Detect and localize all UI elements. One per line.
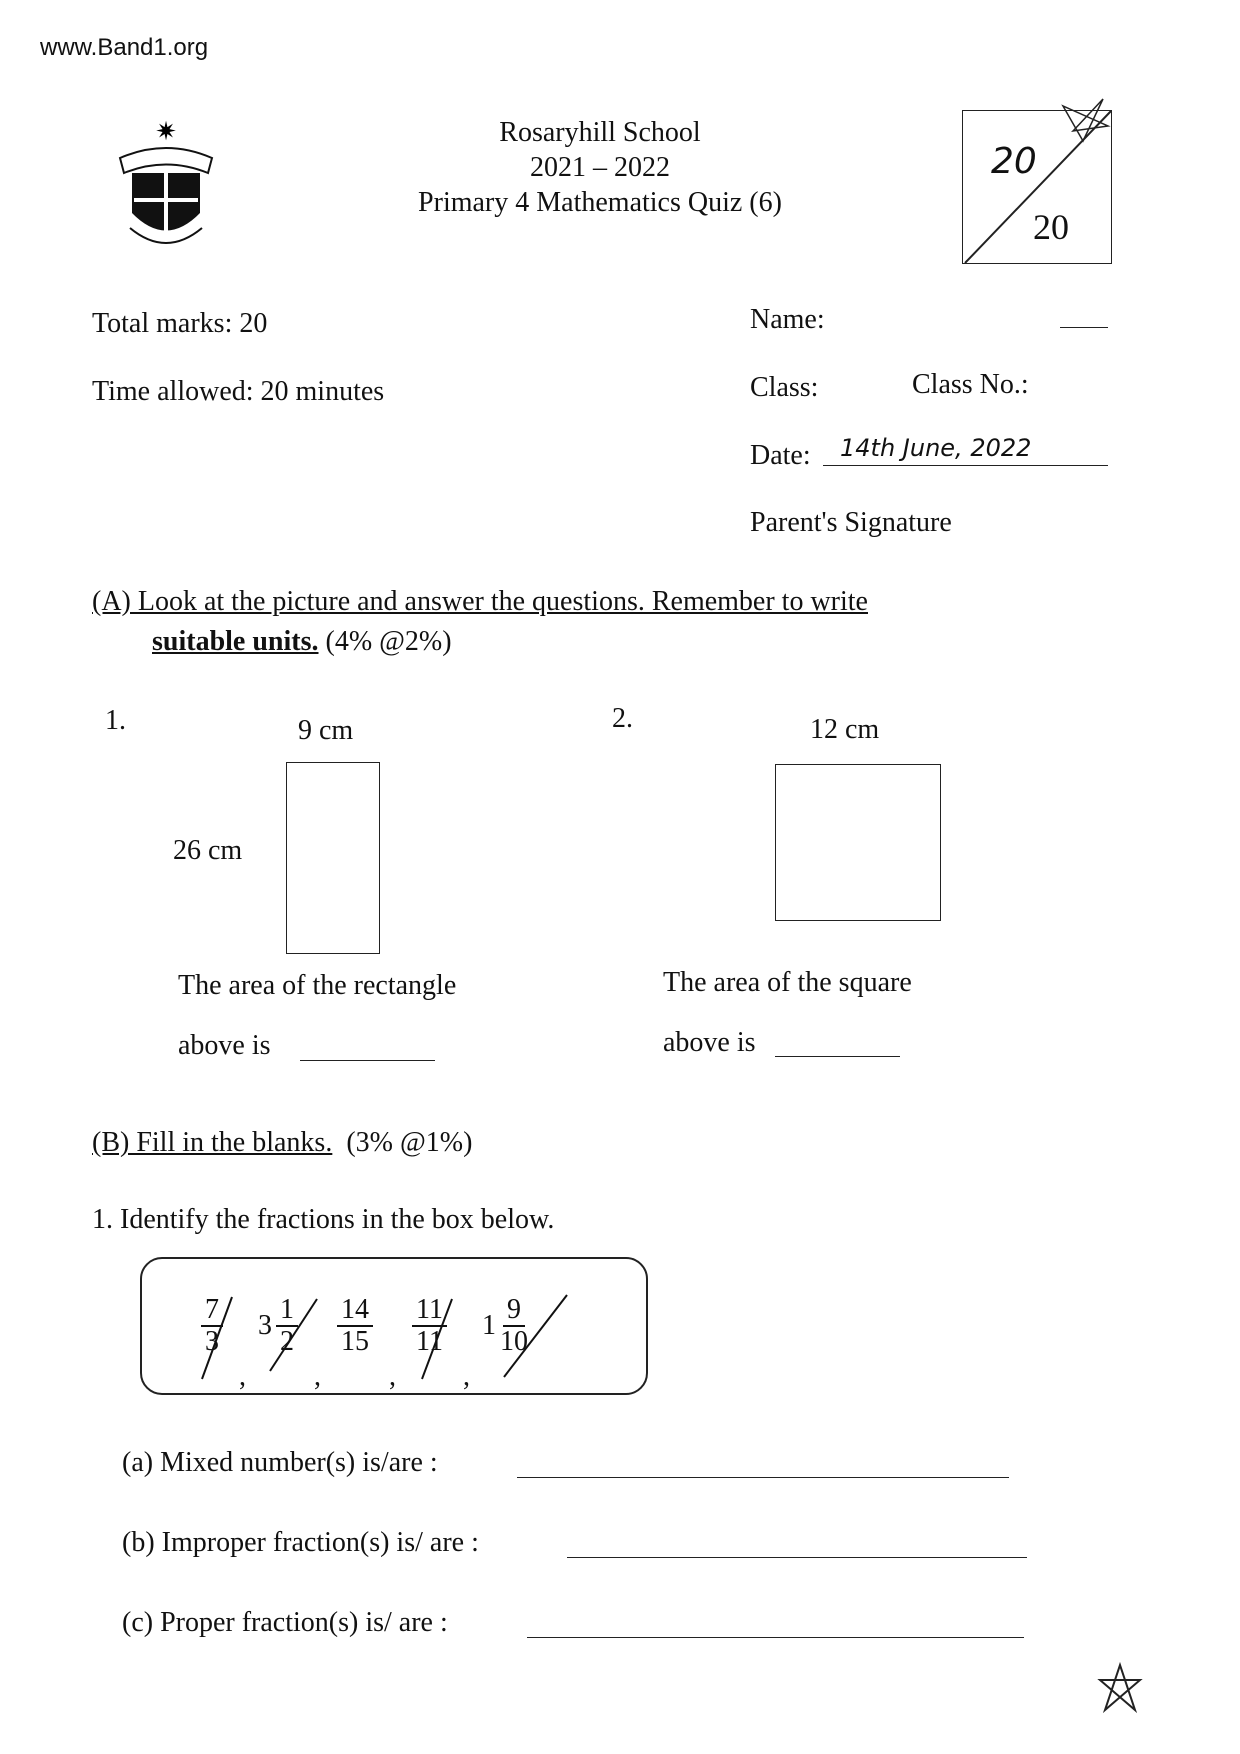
star-mark-icon bbox=[1090, 1660, 1150, 1720]
date-handwritten: 14th June, 2022 bbox=[840, 434, 1032, 462]
fraction-box: $\frac{7}{3}$ , 3 $\frac{1}{2}$ , $\frac{14}{15}$ , $\frac{11}{11}$ , 1 $\frac{9}{10}$ bbox=[140, 1257, 648, 1395]
score-box bbox=[962, 110, 1112, 264]
school-year: 2021 – 2022 bbox=[530, 152, 670, 183]
proper-fraction-label: (c) Proper fraction(s) is/ are : bbox=[122, 1607, 448, 1638]
proper-fraction-field[interactable] bbox=[527, 1637, 1024, 1638]
class-label: Class: bbox=[750, 372, 819, 403]
section-a-heading: (A) Look at the picture and answer the questions. Remember to write bbox=[92, 586, 868, 617]
q1-answer-field[interactable] bbox=[300, 1060, 435, 1061]
section-b-marks: (3% @1%) bbox=[346, 1127, 473, 1158]
fraction-item: 3 $\frac{1}{2}$ bbox=[258, 1295, 302, 1357]
q2-text-2: above is bbox=[663, 1027, 756, 1058]
score-total: 20 bbox=[1033, 207, 1069, 247]
q2-number: 2. bbox=[612, 703, 633, 734]
quiz-title: Primary 4 Mathematics Quiz (6) bbox=[418, 187, 782, 218]
fraction-item: $\frac{7}{3}$ bbox=[197, 1295, 227, 1357]
section-a-units: suitable units. bbox=[152, 626, 319, 657]
q1-width-label: 9 cm bbox=[298, 715, 354, 746]
rectangle-figure bbox=[286, 762, 380, 954]
improper-fraction-label: (b) Improper fraction(s) is/ are : bbox=[122, 1527, 479, 1558]
svg-text:✷: ✷ bbox=[155, 118, 177, 146]
class-no-label: Class No.: bbox=[912, 369, 1029, 400]
q1-text: The area of the rectangle bbox=[178, 970, 457, 1001]
time-allowed: Time allowed: 20 minutes bbox=[92, 376, 385, 407]
date-label: Date: bbox=[750, 440, 811, 471]
parent-signature-label: Parent's Signature bbox=[750, 507, 952, 538]
date-field[interactable] bbox=[823, 465, 1108, 466]
mixed-number-label: (a) Mixed number(s) is/are : bbox=[122, 1447, 438, 1478]
school-name: Rosaryhill School bbox=[499, 117, 701, 148]
watermark: www.Band1.org bbox=[40, 34, 209, 61]
section-a-marks: (4% @2%) bbox=[325, 626, 452, 657]
q1-height-label: 26 cm bbox=[173, 835, 243, 866]
improper-fraction-field[interactable] bbox=[567, 1557, 1027, 1558]
score-handwritten: 20 bbox=[991, 141, 1037, 182]
q2-answer-field[interactable] bbox=[775, 1056, 900, 1057]
crossed-out-marks-icon bbox=[142, 1259, 650, 1397]
mixed-number-field[interactable] bbox=[517, 1477, 1009, 1478]
q1-text-2: above is bbox=[178, 1030, 271, 1061]
square-figure bbox=[775, 764, 941, 921]
fraction-item: 1 $\frac{9}{10}$ bbox=[481, 1294, 528, 1357]
fraction-item: $\frac{11}{11}$ bbox=[408, 1295, 451, 1357]
q2-side-label: 12 cm bbox=[810, 714, 880, 745]
fraction-item: $\frac{14}{15}$ bbox=[333, 1295, 377, 1357]
name-field[interactable] bbox=[1060, 327, 1108, 328]
section-b-q1: 1. Identify the fractions in the box below. bbox=[92, 1204, 555, 1235]
q2-text: The area of the square bbox=[663, 967, 912, 998]
q1-number: 1. bbox=[105, 705, 126, 736]
name-label: Name: bbox=[750, 304, 825, 335]
total-marks: Total marks: 20 bbox=[92, 308, 268, 339]
section-b-heading: (B) Fill in the blanks. bbox=[92, 1127, 333, 1158]
